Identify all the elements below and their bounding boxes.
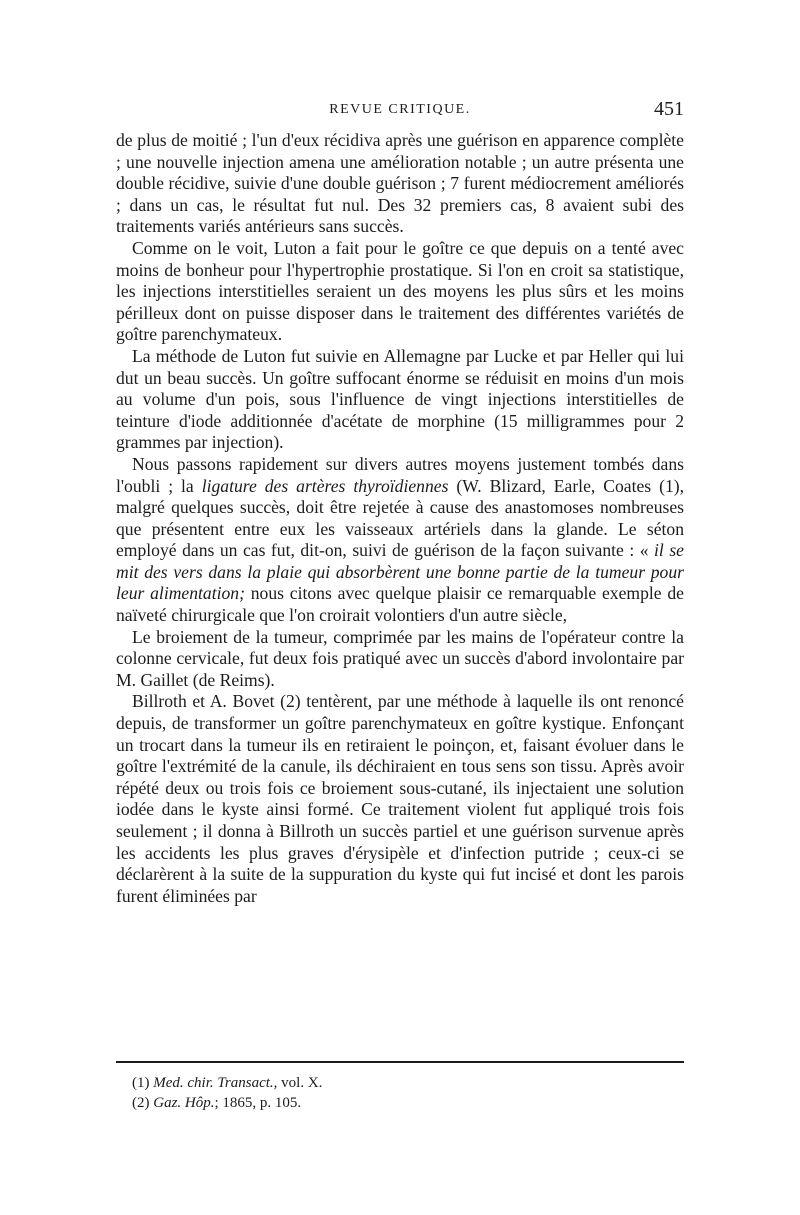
other-methods-italic-quote: il se mit des vers dans la plaie qui absorbèrent une bonne partie de la tumeur pour leur alimentation; (116, 540, 684, 604)
other-methods-text-c: (W. Blizard, Earle, Coates (1), malgré quelques succès, doit être rejetée à cause des anastomoses nombreuses que présentent entre eux les vaisseaux artériels dans la glande. Le séton employé dans un cas fut, dit-on, suivi de guérison de la façon suivante : « (116, 475, 685, 561)
paragraph-broiement: Le broiement de la tumeur, comprimée par les mains de l'opérateur contre la colonne cervicale, fut deux fois pratiqué avec un succès d'abord involontaire par M. Gaillet (de Reims). (116, 626, 684, 690)
other-methods-text-e: nous citons avec quelque plaisir ce remarquable exemple de naïveté chirurgicale que l'on croirait volontiers d'un autre siècle, (116, 583, 684, 626)
body-text (116, 130, 684, 907)
footnote-2-detail: ; 1865, p. 105. (214, 1095, 302, 1111)
footnote-2-source: Gaz. Hôp. (153, 1095, 215, 1111)
footnote-1-detail: , vol. X. (273, 1075, 323, 1091)
page-number: 451 (654, 98, 684, 120)
footnote-1-marker: (1) (132, 1075, 150, 1091)
other-methods-text-a: Nous passons rapidement sur divers autres moyens justement tombés dans l'oubli ; la (116, 453, 684, 496)
footnote-1-source: Med. chir. Transact. (153, 1075, 274, 1091)
footnote-1 (132, 1073, 672, 1093)
paragraph-luton-method-germany: La méthode de Luton fut suivie en Allemagne par Lucke et par Heller qui lui dut un beau succès. Un goître suffocant énorme se réduisit en moins d'un mois au volume d'un pois, sous l'influence de vingt injections interstitielles de teinture d'iode additionnée d'acétate de morphine (15 milligrammes pour 2 grammes par injection). (116, 345, 684, 453)
paragraph-other-methods (116, 454, 684, 627)
footnote-2 (132, 1093, 672, 1113)
footnotes (132, 1073, 672, 1113)
running-head (116, 100, 684, 124)
footnote-2-marker: (2) (132, 1095, 150, 1111)
paragraph-continuation: de plus de moitié ; l'un d'eux récidiva après une guérison en apparence complète ; une nouvelle injection amena une amélioration notable ; un autre présenta une double récidive, suivie d'une double guérison ; 7 furent médiocrement améliorés ; dans un cas, le résultat fut nul. Des 32 premiers cas, 8 avaient subi des traitements variés antérieurs sans succès. (116, 130, 684, 237)
paragraph-billroth-bovet: Billroth et A. Bovet (2) tentèrent, par une méthode à laquelle ils ont renoncé depuis, de transformer un goître parenchymateux en goître kystique. Enfonçant un trocart dans la tumeur ils en retiraient le poinçon, et, faisant évoluer dans le goître l'extrémité de la canule, ils déchiraient en tous sens son tissu. Après avoir répété deux ou trois fois ce broiement sous-cutané, ils injectaient une solution iodée dans le kyste ainsi formé. Ce traitement violent fut appliqué trois fois seulement ; il donna à Billroth un succès partiel et une guérison survenue après les accidents les plus graves d'érysipèle et d'infection putride ; ceux-ci se déclarèrent à la suite de la suppuration du kyste qui fut incisé et dont les parois furent éliminées par (116, 691, 684, 906)
other-methods-italic-ligature: ligature des artères thyroïdiennes (201, 475, 449, 496)
footnote-rule (116, 1061, 684, 1063)
running-title: REVUE CRITIQUE. (329, 102, 471, 117)
paragraph-luton-comparison: Comme on le voit, Luton a fait pour le goître ce que depuis on a tenté avec moins de bonheur pour l'hypertrophie prostatique. Si l'on en croit sa statistique, les injections interstitielles seraient un des moyens les plus sûrs et les moins périlleux dont on puisse disposer dans le traitement des différentes variétés de goître parenchymateux. (116, 237, 684, 345)
